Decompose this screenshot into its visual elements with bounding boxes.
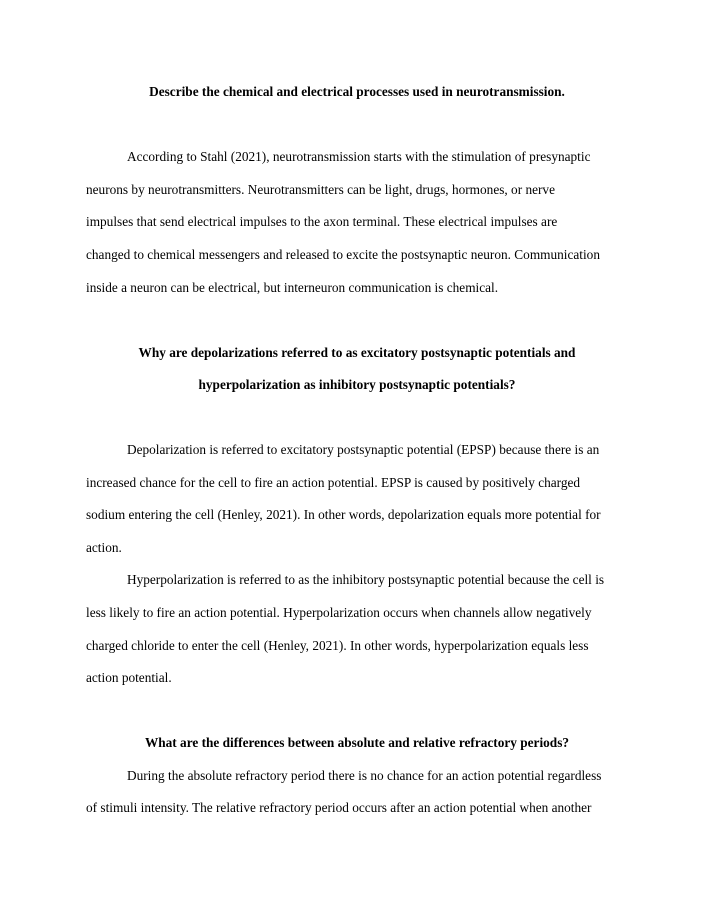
heading-neurotransmission: Describe the chemical and electrical processes used in neurotransmission. (149, 84, 565, 99)
paragraph-line: impulses that send electrical impulses to the axon terminal. These electrical impulses are (86, 214, 558, 229)
heading-depolarization-line-2: hyperpolarization as inhibitory postsynaptic potentials? (198, 377, 516, 392)
paragraph-line: of stimuli intensity. The relative refractory period occurs after an action potential when another (86, 800, 592, 815)
paragraph-line: less likely to fire an action potential. Hyperpolarization occurs when channels allow negatively (86, 605, 592, 620)
paragraph-line: sodium entering the cell (Henley, 2021). In other words, depolarization equals more potential for (86, 507, 601, 522)
paragraph-line: According to Stahl (2021), neurotransmission starts with the stimulation of presynaptic (127, 149, 591, 164)
heading-depolarization-line-1: Why are depolarizations referred to as excitatory postsynaptic potentials and (138, 345, 576, 360)
paragraph-line: Hyperpolarization is referred to as the inhibitory postsynaptic potential because the cell is (127, 572, 605, 587)
paragraph-line: inside a neuron can be electrical, but interneuron communication is chemical. (86, 280, 499, 295)
paragraph-line: During the absolute refractory period there is no chance for an action potential regardless (127, 768, 602, 783)
heading-refractory-periods: What are the differences between absolute and relative refractory periods? (144, 735, 570, 750)
paragraph-line: action. (86, 540, 122, 555)
paragraph-line: neurons by neurotransmitters. Neurotransmitters can be light, drugs, hormones, or nerve (86, 182, 555, 197)
paragraph-line: changed to chemical messengers and released to excite the postsynaptic neuron. Communication (86, 247, 600, 262)
paragraph-line: increased chance for the cell to fire an action potential. EPSP is caused by positively charged (86, 475, 581, 490)
paragraph-line: action potential. (86, 670, 172, 685)
paragraph-line: charged chloride to enter the cell (Henley, 2021). In other words, hyperpolarization equals less (86, 638, 589, 653)
paragraph-line: Depolarization is referred to excitatory postsynaptic potential (EPSP) because there is an (127, 442, 600, 457)
